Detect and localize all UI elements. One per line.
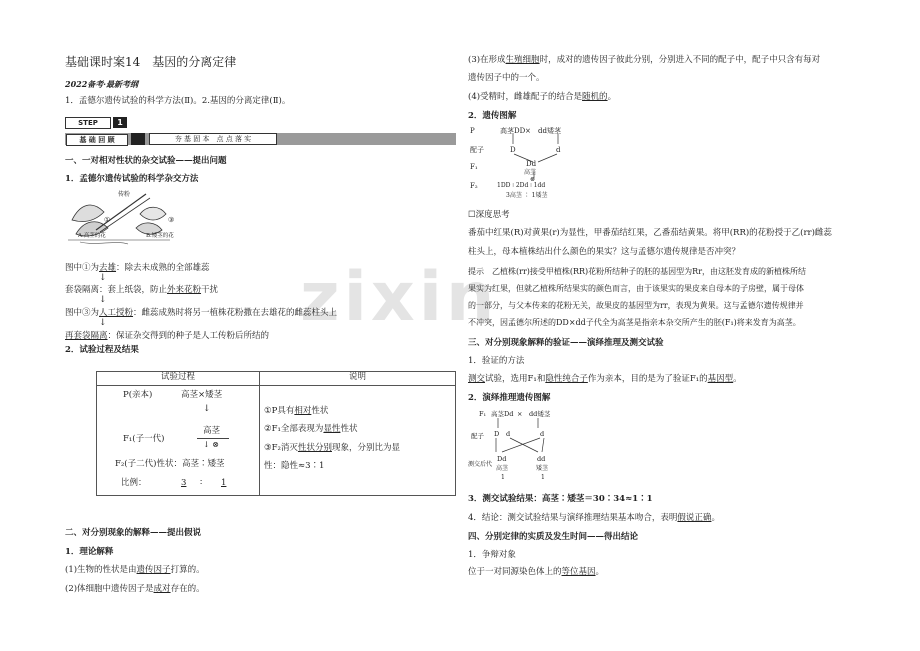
g1-self: ⊗ <box>530 176 536 183</box>
g2-gamete-d3: d <box>540 430 545 438</box>
subsection-1-2: 2．试验过程及结果 <box>65 345 139 355</box>
banner-mid: 夯 基 固 本 点 点 落 实 <box>149 133 277 145</box>
experiment-table <box>96 371 456 496</box>
g2-parent-b: dd矮茎 <box>529 410 551 418</box>
subsection-3-1: 1．验证的方法 <box>468 356 525 366</box>
watermark: zixin <box>300 258 499 337</box>
subsection-2-1: 1．理论解释 <box>65 547 114 557</box>
g1-f1-label: F₁ <box>470 163 478 171</box>
table-ratio-sep: ∶ <box>200 478 203 488</box>
fig1-label-3: ③ <box>168 216 175 224</box>
g2-parent-a: 高茎Dd <box>491 410 514 418</box>
section-4-heading: 四、分别定律的实质及发生时间——得出结论 <box>468 532 639 542</box>
table-ratio-tall: 3 <box>181 478 187 488</box>
g2-offspring-pheno-2: 矮茎 <box>536 465 549 472</box>
table-ratio-label: 比例： <box>121 478 147 488</box>
think-question-1: 番茄中红果(R)对黄果(r)为显性，甲番茄结红果，乙番茄结黄果。将甲(RR)的花粉授于乙(rr)雌蕊 <box>468 228 832 238</box>
table-ratio-short: 1 <box>221 478 227 488</box>
g2-f1-label: F₁ <box>479 410 487 418</box>
subtitle: 2022备考·最新考纲 <box>65 79 139 89</box>
table-f1-label: F₁(子一代) <box>123 434 165 444</box>
g2-ratio-2: 1 <box>541 474 545 481</box>
table-notes-cell <box>260 386 456 496</box>
note-1: ①P具有相对性状 <box>264 406 329 416</box>
note-3: ③F₂消灭性状分别现象，分别比为显 <box>264 443 400 453</box>
emasculation-line: 图中①为去雄：除去未成熟的全部雄蕊 <box>65 263 210 273</box>
deep-thinking-label: ☐深度思考 <box>468 210 510 220</box>
g1-f2-pheno: 3高茎 ∶ 1矮茎 <box>506 192 548 199</box>
step-number: 1 <box>113 117 127 128</box>
g1-f1-geno: Dd <box>526 160 537 168</box>
testcross-result: 3．测交试验结果：高茎∶矮茎＝30∶34≈1∶1 <box>468 494 653 504</box>
subsection-4-1: 1．争辩对象 <box>468 550 516 560</box>
g1-parent-b: dd矮茎 <box>538 127 561 135</box>
table-p-cross: 高茎×矮茎 <box>181 390 223 400</box>
hypothesis-1: (1)生物的性状是由遗传因子打算的。 <box>65 565 205 575</box>
hypothesis-4: (4)受精时，雌雄配子的结合是随机的。 <box>468 92 617 102</box>
conclusion: 4．结论：测交试验结果与演绎推理结果基本吻合，表明假说正确。 <box>468 513 720 523</box>
g1-gamete-d2: d <box>556 146 561 154</box>
g1-p: P <box>470 127 475 135</box>
g1-cross: × <box>525 127 531 135</box>
table-header-process: 试验过程 <box>97 372 260 386</box>
g2-offspring-geno-1: Dd <box>497 455 507 463</box>
syllabus: 1．孟德尔遗传试验的科学方法(Ⅱ)。2.基因的分离定律(Ⅱ)。 <box>65 96 291 106</box>
flow-arrow: ↓ ⊗ <box>203 440 219 449</box>
section-banner <box>65 133 456 145</box>
section-2-heading: 二、对分别现象的解释——提出假说 <box>65 528 202 538</box>
flow-arrow: ↓ <box>99 273 107 283</box>
verification-method: 测交试验，选用F₁和隐性纯合子作为亲本，目的是为了验证F₁的基因型。 <box>468 374 742 384</box>
g1-gamete-d1: D <box>510 146 516 154</box>
table-p-label: P(亲本) <box>123 390 153 400</box>
think-answer-3: 的一部分，与父本传来的花粉无关，故果皮的基因型为rr，表现为黄果。这与孟德尔遗传规律并 <box>468 301 804 310</box>
note-4: 性：隐性≈3∶1 <box>264 461 325 471</box>
g2-gamete-d1: D <box>494 430 500 438</box>
banner-block <box>131 133 145 145</box>
step-label: STEP <box>65 117 111 129</box>
bagging-line: 套袋隔离：套上纸袋，防止外来花粉干扰 <box>65 285 219 295</box>
subsection-1-1: 1．孟德尔遗传试验的科学杂交方法 <box>65 174 199 184</box>
table-f2-label: F₂(子二代)性状：高茎∶矮茎 <box>115 459 225 469</box>
g1-parent-a: 高茎DD <box>500 127 526 135</box>
table-divider <box>197 438 229 439</box>
g2-offspring-geno-2: dd <box>537 455 546 463</box>
g2-gamete-label: 配子 <box>471 432 484 440</box>
banner-left: 基 础 回 顾 <box>66 134 128 146</box>
section-3-heading: 三、对分别现象解释的验证——演绎推理及测交试验 <box>468 338 664 348</box>
table-f1-value: 高茎 <box>203 426 221 436</box>
flow-arrow: ↓ <box>99 318 107 328</box>
fig1-label-4: A.高茎的花 <box>78 233 106 239</box>
research-object: 位于一对同源染色体上的等位基因。 <box>468 567 605 577</box>
g1-f1-pheno: 高茎 <box>524 169 537 176</box>
g2-offspring-label: 测交后代 <box>468 461 493 468</box>
step-marker <box>65 117 160 127</box>
hypothesis-3-cont: 遗传因子中的一个。 <box>468 73 545 83</box>
hypothesis-2: (2)体细胞中遗传因子是成对存在的。 <box>65 584 205 594</box>
pollination-line: 图中③为人工授粉：雌蕊成熟时将另一植株花粉撒在去雄花的雌蕊柱头上 <box>65 308 338 318</box>
think-answer-4: 不冲突，因孟德尔所述的DD×dd子代全为高茎是指亲本杂交所产生的胚(F₁)将来发育为高茎。 <box>468 318 801 327</box>
g1-f2-geno: 1DD ∶ 2Dd ∶ 1dd <box>497 182 546 189</box>
g1-f2-label: F₂ <box>470 182 478 190</box>
think-question-2: 柱头上，母本植株结出什么颜色的果实？这与孟德尔遗传规律是否冲突？ <box>468 247 741 257</box>
subsection-2-2: 2．遗传图解 <box>468 111 517 121</box>
g2-cross: × <box>517 410 523 418</box>
g1-gamete-label: 配子 <box>470 146 484 154</box>
g2-offspring-pheno-1: 高茎 <box>496 465 509 472</box>
fig1-label-2: ① <box>104 216 111 224</box>
table-process-cell <box>97 386 260 496</box>
subsection-3-2: 2．演绎推理遗传图解 <box>468 393 551 403</box>
note-2: ②F₁全部表现为显性性状 <box>264 424 358 434</box>
flow-arrow: ↓ <box>203 404 211 414</box>
g2-gamete-d2: d <box>506 430 511 438</box>
think-answer-1: 提示 乙植株(rr)接受甲植株(RR)花粉所结种子的胚的基因型为Rr，由这胚发育成的新植株所结 <box>468 267 807 276</box>
hypothesis-3: (3)在形成生殖细胞时，成对的遗传因子彼此分别，分别进入不同的配子中，配子中只含有每对 <box>468 55 821 65</box>
flow-arrow: ↓ <box>99 295 107 305</box>
fig1-label-1: 传粉 <box>118 191 131 198</box>
page-title: 基础课时案14 基因的分离定律 <box>65 55 237 69</box>
cross-diagram-lines <box>468 124 628 204</box>
fig1-label-5: B.矮茎的花 <box>146 233 174 239</box>
rebagging-line: 再套袋隔离：保证杂交得到的种子是人工传粉后所结的 <box>65 331 270 341</box>
section-1-heading: 一、一对相对性状的杂交试验——提出问题 <box>65 156 227 166</box>
think-answer-2: 果实为红果，但就乙植株所结果实的颜色而言，由于该果实的果皮来自母本的子房壁，属于母体 <box>468 284 804 293</box>
g2-ratio-1: 1 <box>501 474 505 481</box>
table-header-notes: 说明 <box>260 372 456 386</box>
